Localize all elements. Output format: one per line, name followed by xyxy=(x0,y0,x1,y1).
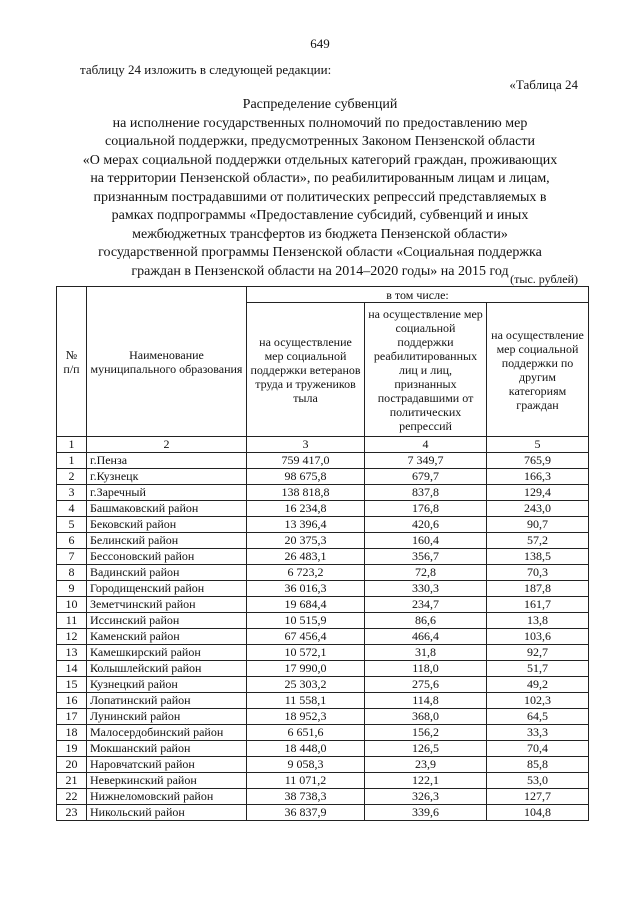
row-veterans-amount: 67 456,4 xyxy=(247,629,365,645)
table-row xyxy=(57,757,589,773)
table-row xyxy=(57,581,589,597)
row-rehabilitated-amount: 72,8 xyxy=(365,565,487,581)
row-rehabilitated-amount: 122,1 xyxy=(365,773,487,789)
table-row xyxy=(57,677,589,693)
row-other-amount: 243,0 xyxy=(487,501,589,517)
row-other-amount: 765,9 xyxy=(487,453,589,469)
row-number: 2 xyxy=(57,469,87,485)
column-number: 2 xyxy=(87,437,247,453)
row-veterans-amount: 11 558,1 xyxy=(247,693,365,709)
header-col4: на осуществление мер социальной поддержки реабилитированных лиц и лиц, признанных пострадавшими от политических репрессий xyxy=(365,303,487,437)
row-rehabilitated-amount: 420,6 xyxy=(365,517,487,533)
column-number: 1 xyxy=(57,437,87,453)
table-row xyxy=(57,789,589,805)
row-number: 17 xyxy=(57,709,87,725)
row-rehabilitated-amount: 7 349,7 xyxy=(365,453,487,469)
row-rehabilitated-amount: 837,8 xyxy=(365,485,487,501)
title-line: социальной поддержки, предусмотренных Законом Пензенской области xyxy=(105,134,535,149)
row-other-amount: 85,8 xyxy=(487,757,589,773)
header-name: Наименование муниципального образования xyxy=(87,287,247,437)
column-number: 4 xyxy=(365,437,487,453)
row-municipality: Лунинский район xyxy=(87,709,247,725)
row-municipality: Колышлейский район xyxy=(87,661,247,677)
row-municipality: Городищенский район xyxy=(87,581,247,597)
row-municipality: Белинский район xyxy=(87,533,247,549)
row-other-amount: 57,2 xyxy=(487,533,589,549)
row-rehabilitated-amount: 679,7 xyxy=(365,469,487,485)
row-number: 1 xyxy=(57,453,87,469)
header-group: в том числе: xyxy=(247,287,589,303)
row-municipality: Вадинский район xyxy=(87,565,247,581)
row-municipality: Нижнеломовский район xyxy=(87,789,247,805)
row-rehabilitated-amount: 118,0 xyxy=(365,661,487,677)
row-number: 19 xyxy=(57,741,87,757)
row-veterans-amount: 759 417,0 xyxy=(247,453,365,469)
row-number: 18 xyxy=(57,725,87,741)
row-municipality: Мокшанский район xyxy=(87,741,247,757)
row-rehabilitated-amount: 31,8 xyxy=(365,645,487,661)
row-veterans-amount: 36 016,3 xyxy=(247,581,365,597)
row-municipality: Башмаковский район xyxy=(87,501,247,517)
row-number: 4 xyxy=(57,501,87,517)
row-other-amount: 102,3 xyxy=(487,693,589,709)
row-veterans-amount: 25 303,2 xyxy=(247,677,365,693)
table-row xyxy=(57,773,589,789)
row-rehabilitated-amount: 160,4 xyxy=(365,533,487,549)
row-other-amount: 49,2 xyxy=(487,677,589,693)
table-row xyxy=(57,661,589,677)
row-rehabilitated-amount: 234,7 xyxy=(365,597,487,613)
column-number: 3 xyxy=(247,437,365,453)
row-number: 11 xyxy=(57,613,87,629)
row-municipality: Камешкирский район xyxy=(87,645,247,661)
row-rehabilitated-amount: 114,8 xyxy=(365,693,487,709)
row-other-amount: 127,7 xyxy=(487,789,589,805)
row-number: 10 xyxy=(57,597,87,613)
table-row xyxy=(57,549,589,565)
row-rehabilitated-amount: 86,6 xyxy=(365,613,487,629)
table-row xyxy=(57,741,589,757)
row-other-amount: 53,0 xyxy=(487,773,589,789)
table-tag: «Таблица 24 xyxy=(509,77,578,92)
row-municipality: Иссинский район xyxy=(87,613,247,629)
row-municipality: Бековский район xyxy=(87,517,247,533)
row-veterans-amount: 98 675,8 xyxy=(247,469,365,485)
row-number: 12 xyxy=(57,629,87,645)
row-number: 22 xyxy=(57,789,87,805)
row-veterans-amount: 138 818,8 xyxy=(247,485,365,501)
header-num: № п/п xyxy=(57,287,87,437)
row-rehabilitated-amount: 339,6 xyxy=(365,805,487,821)
row-other-amount: 70,4 xyxy=(487,741,589,757)
row-veterans-amount: 38 738,3 xyxy=(247,789,365,805)
header-col3: на осуществление мер социальной поддержки ветеранов труда и тружеников тыла xyxy=(247,303,365,437)
table-row xyxy=(57,597,589,613)
row-number: 5 xyxy=(57,517,87,533)
row-other-amount: 104,8 xyxy=(487,805,589,821)
table-row xyxy=(57,805,589,821)
row-number: 6 xyxy=(57,533,87,549)
table-row xyxy=(57,725,589,741)
row-other-amount: 70,3 xyxy=(487,565,589,581)
row-municipality: Земетчинский район xyxy=(87,597,247,613)
row-municipality: Лопатинский район xyxy=(87,693,247,709)
table-row xyxy=(57,453,589,469)
table-row xyxy=(57,533,589,549)
title-line: межбюджетных трансфертов из бюджета Пензенской области» xyxy=(132,226,508,242)
row-veterans-amount: 11 071,2 xyxy=(247,773,365,789)
table-row xyxy=(57,693,589,709)
title-line: «О мерах социальной поддержки отдельных категорий граждан, проживающих xyxy=(82,152,558,168)
row-municipality: Неверкинский район xyxy=(87,773,247,789)
row-other-amount: 129,4 xyxy=(487,485,589,501)
row-number: 8 xyxy=(57,565,87,581)
row-veterans-amount: 13 396,4 xyxy=(247,517,365,533)
row-municipality: Каменский район xyxy=(87,629,247,645)
table-row xyxy=(57,629,589,645)
row-municipality: Кузнецкий район xyxy=(87,677,247,693)
row-veterans-amount: 10 572,1 xyxy=(247,645,365,661)
row-number: 21 xyxy=(57,773,87,789)
row-other-amount: 166,3 xyxy=(487,469,589,485)
row-rehabilitated-amount: 156,2 xyxy=(365,725,487,741)
page-number: 649 xyxy=(310,36,330,51)
row-rehabilitated-amount: 23,9 xyxy=(365,757,487,773)
table-row xyxy=(57,469,589,485)
header-col5: на осуществление мер социальной поддержки по другим категориям граждан xyxy=(487,303,589,437)
intro-text: таблицу 24 изложить в следующей редакции: xyxy=(80,62,332,77)
table-row xyxy=(57,517,589,533)
row-veterans-amount: 20 375,3 xyxy=(247,533,365,549)
title-line: на исполнение государственных полномочий по предоставлению мер xyxy=(112,115,528,131)
row-other-amount: 33,3 xyxy=(487,725,589,741)
title-line: государственной программы Пензенской области «Социальная поддержка xyxy=(98,245,542,260)
row-municipality: г.Заречный xyxy=(87,485,247,501)
row-other-amount: 161,7 xyxy=(487,597,589,613)
row-veterans-amount: 18 448,0 xyxy=(247,741,365,757)
title-line: на территории Пензенской области», по реабилитированным лицам и лицам, xyxy=(90,171,550,186)
row-number: 7 xyxy=(57,549,87,565)
row-other-amount: 13,8 xyxy=(487,613,589,629)
row-other-amount: 92,7 xyxy=(487,645,589,661)
column-number: 5 xyxy=(487,437,589,453)
row-municipality: Наровчатский район xyxy=(87,757,247,773)
row-veterans-amount: 6 651,6 xyxy=(247,725,365,741)
row-number: 9 xyxy=(57,581,87,597)
table-row xyxy=(57,613,589,629)
row-veterans-amount: 6 723,2 xyxy=(247,565,365,581)
row-municipality: г.Кузнецк xyxy=(87,469,247,485)
table-row xyxy=(57,501,589,517)
row-other-amount: 51,7 xyxy=(487,661,589,677)
row-veterans-amount: 10 515,9 xyxy=(247,613,365,629)
row-other-amount: 90,7 xyxy=(487,517,589,533)
row-rehabilitated-amount: 126,5 xyxy=(365,741,487,757)
row-rehabilitated-amount: 368,0 xyxy=(365,709,487,725)
row-veterans-amount: 18 952,3 xyxy=(247,709,365,725)
table-row xyxy=(57,709,589,725)
row-other-amount: 64,5 xyxy=(487,709,589,725)
row-number: 13 xyxy=(57,645,87,661)
row-rehabilitated-amount: 330,3 xyxy=(365,581,487,597)
row-veterans-amount: 36 837,9 xyxy=(247,805,365,821)
row-number: 15 xyxy=(57,677,87,693)
row-other-amount: 138,5 xyxy=(487,549,589,565)
row-number: 23 xyxy=(57,805,87,821)
row-veterans-amount: 19 684,4 xyxy=(247,597,365,613)
row-veterans-amount: 17 990,0 xyxy=(247,661,365,677)
row-number: 14 xyxy=(57,661,87,677)
row-veterans-amount: 16 234,8 xyxy=(247,501,365,517)
row-veterans-amount: 26 483,1 xyxy=(247,549,365,565)
title-line: рамках подпрограммы «Предоставление субсидий, субвенций и иных xyxy=(111,208,529,223)
row-rehabilitated-amount: 466,4 xyxy=(365,629,487,645)
table-row xyxy=(57,645,589,661)
row-municipality: Никольский район xyxy=(87,805,247,821)
column-number-row xyxy=(57,437,589,453)
subsidy-table xyxy=(56,286,589,821)
row-municipality: г.Пенза xyxy=(87,453,247,469)
row-number: 20 xyxy=(57,757,87,773)
table-row xyxy=(57,485,589,501)
row-rehabilitated-amount: 326,3 xyxy=(365,789,487,805)
row-rehabilitated-amount: 275,6 xyxy=(365,677,487,693)
title-line: Распределение субвенций xyxy=(242,97,398,112)
title-line: признанным пострадавшими от политических репрессий представляемых в xyxy=(93,189,547,205)
row-municipality: Бессоновский район xyxy=(87,549,247,565)
row-other-amount: 187,8 xyxy=(487,581,589,597)
row-rehabilitated-amount: 176,8 xyxy=(365,501,487,517)
row-other-amount: 103,6 xyxy=(487,629,589,645)
row-number: 3 xyxy=(57,485,87,501)
table-row xyxy=(57,565,589,581)
document-title xyxy=(60,96,580,281)
title-line: граждан в Пензенской области на 2014–2020 годы» на 2015 год xyxy=(131,263,509,279)
row-number: 16 xyxy=(57,693,87,709)
row-rehabilitated-amount: 356,7 xyxy=(365,549,487,565)
row-municipality: Малосердобинский район xyxy=(87,725,247,741)
row-veterans-amount: 9 058,3 xyxy=(247,757,365,773)
units-label: (тыс. рублей) xyxy=(510,272,578,286)
